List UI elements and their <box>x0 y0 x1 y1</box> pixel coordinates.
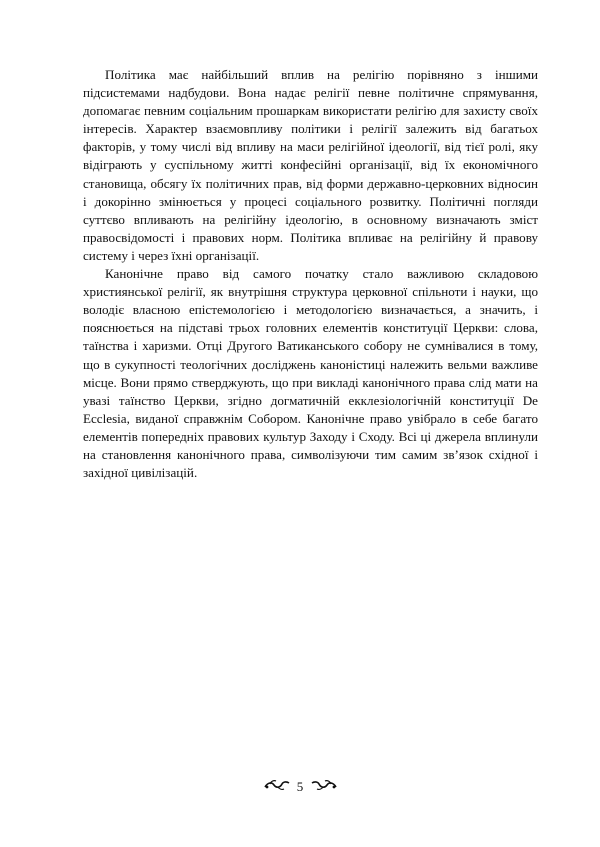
page-footer <box>0 778 600 795</box>
floral-ornament-left-icon <box>264 779 290 795</box>
paragraph-canon-law: Канонічне право від самого початку стало важливою складовою християнської релігії, як внутрішня структура церковної спільноти і науки, що володіє власною епістемологією і методологією визначається, а значить, і пояснюється на підставі трьох головних елементів конституції Церкви: слова, таїнства і харизми. Отці Другого Ватиканського собору не сумнівалися в тому, що в сукупності теологічних досліджень каноністиці належить вельми важливе місце. Вони прямо стверджують, що при викладі канонічного права слід мати на увазі таїнство Церкви, згідно догматичній екклезіологічній конституції De Ecclesia, виданої справжнім Собором. Канонічне право увібрало в себе багато елементів попередніх правових культур Заходу і Сходу. Всі ці джерела вплинули на становлення канонічного права, символізуючи тим самим зв’язок східної і західної цивілізацій. <box>83 266 538 481</box>
page-body <box>83 66 538 482</box>
floral-ornament-right-icon <box>311 779 337 795</box>
page-number: 5 <box>296 779 304 795</box>
paragraph-politics-religion: Політика має найбільший вплив на релігію порівняно з іншими підсистемами надбудови. Вона надає релігії певне політичне спрямування, допомагає певним соціальним прошаркам використати релігію для захисту своїх інтересів. Характер взаємовпливу політики і релігії залежить від багатьох факторів, у тому числі від впливу на маси релігійної ідеології, від тієї ролі, яку відіграють у суспільному житті конфесійні організації, від їх економічного становища, обсягу їх політичних прав, від форми державно-церковних відносин і докорінно змінюється у процесі соціального розвитку. Політичні погляди суттєво впливають на релігійну ідеологію, в основному визначають зміст правосвідомості і правових норм. Політика впливає на релігійну й правову систему і через їхні організації. <box>83 67 538 263</box>
